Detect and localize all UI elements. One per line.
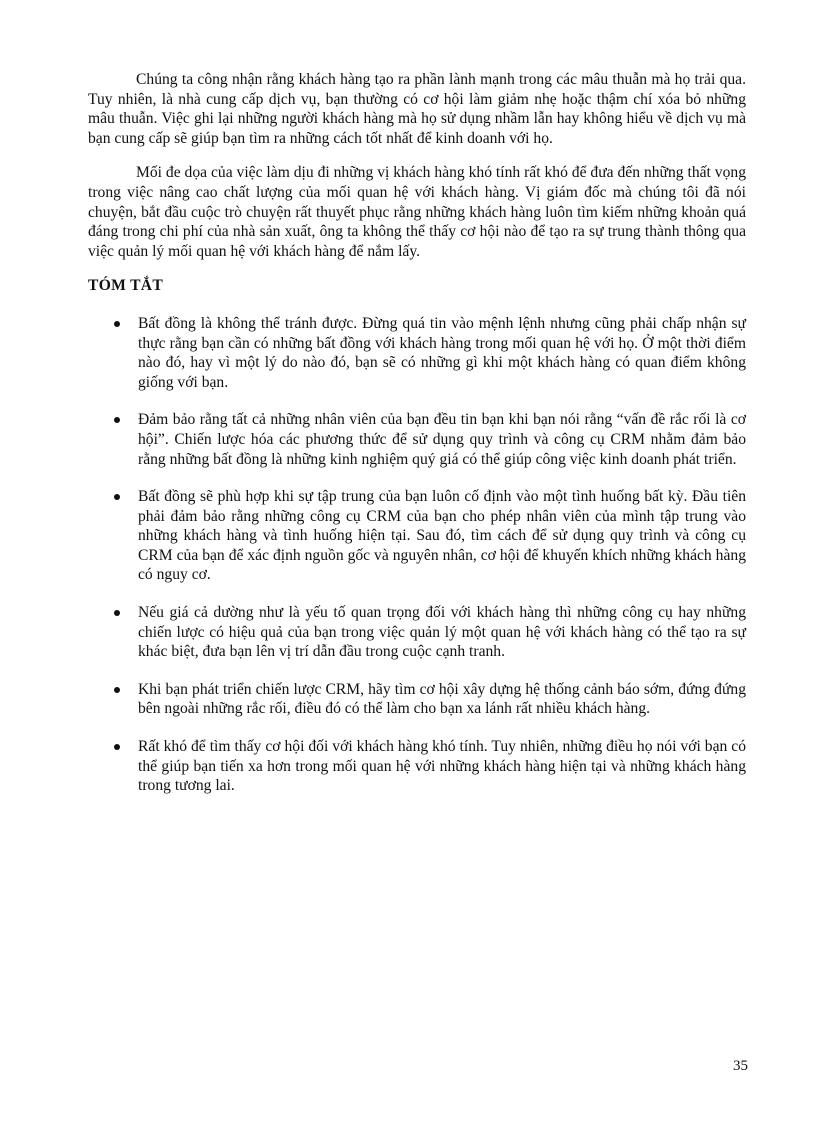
- list-item-text: Bất đồng là không thể tránh được. Đừng quá tin vào mệnh lệnh nhưng cũng phải chấp nhận sự thực rằng bạn cần có những bất đồng với khách hàng trong mối quan hệ với họ. Ở một thời điểm nào đó, hay vì một lý do nào đó, bạn sẽ có những gì khi một khách hàng có quan điểm không giống với bạn.: [138, 314, 746, 391]
- list-item: [88, 603, 746, 662]
- list-item: [88, 410, 746, 469]
- summary-bullet-list: [88, 314, 746, 796]
- bullet-icon: [114, 417, 120, 423]
- section-heading: TÓM TẮT: [88, 277, 164, 295]
- bullet-icon: [114, 321, 120, 327]
- list-item: [88, 737, 746, 796]
- body-paragraph: Mối đe dọa của việc làm dịu đi những vị khách hàng khó tính rất khó để đưa đến những thất vọng trong việc nâng cao chất lượng của mối quan hệ với khách hàng. Vị giám đốc mà chúng tôi đã nói chuyện, bắt đầu cuộc trò chuyện rất thuyết phục rằng những khách hàng luôn tìm kiếm những khoản quá đáng trong chi phí của nhà sản xuất, ông ta không thể thấy cơ hội nào để tạo ra sự trung thành thông qua việc quản lý mối quan hệ với khách hàng để nắm lấy.: [88, 164, 746, 260]
- list-item-text: Nếu giá cả dường như là yếu tố quan trọng đối với khách hàng thì những công cụ hay những chiến lược có hiệu quả của bạn trong việc quản lý một quan hệ với khách hàng có thể tạo ra sự khác biệt, đưa bạn lên vị trí dẫn đầu trong cuộc cạnh tranh.: [138, 604, 746, 661]
- bullet-icon: [114, 610, 120, 616]
- list-item-text: Bất đồng sẽ phù hợp khi sự tập trung của bạn luôn cố định vào một tình huống bất kỳ. Đầu tiên phải đảm bảo rằng những công cụ CRM của bạn cho phép nhân viên của mình tập trung vào những khách hàng và tình huống hiện tại. Sau đó, tìm cách để sử dụng quy trình và công cụ CRM của bạn để xác định nguồn gốc và nguyên nhân, cơ hội để khuyến khích những khách hàng có nguy cơ.: [138, 488, 746, 584]
- list-item: [88, 314, 746, 392]
- body-paragraph: Chúng ta công nhận rằng khách hàng tạo ra phần lành mạnh trong các mâu thuẫn mà họ trải qua. Tuy nhiên, là nhà cung cấp dịch vụ, bạn thường có cơ hội làm giảm nhẹ hoặc thậm chí xóa bỏ những mâu thuẫn. Việc ghi lại những người khách hàng mà họ sử dụng nhầm lẫn hay không hiểu về dịch vụ mà bạn cung cấp sẽ giúp bạn tìm ra những cách tốt nhất để kinh doanh với họ.: [88, 71, 746, 147]
- list-item: [88, 487, 746, 585]
- bullet-icon: [114, 687, 120, 693]
- bullet-icon: [114, 744, 120, 750]
- page-content: [88, 70, 746, 814]
- list-item: [88, 680, 746, 719]
- list-item-text: Rất khó để tìm thấy cơ hội đối với khách hàng khó tính. Tuy nhiên, những điều họ nói với bạn có thể giúp bạn tiến xa hơn trong mối quan hệ với những khách hàng hiện tại và những khách hàng trong tương lai.: [138, 738, 746, 795]
- page-number: 35: [733, 1058, 748, 1074]
- bullet-icon: [114, 494, 120, 500]
- list-item-text: Đảm bảo rằng tất cả những nhân viên của bạn đều tin bạn khi bạn nói rằng “vấn đề rắc rối là cơ hội”. Chiến lược hóa các phương thức để sử dụng quy trình và công cụ CRM nhằm đảm bảo rằng những bất đồng là những kinh nghiệm quý giá có thể giúp công việc kinh doanh phát triển.: [138, 411, 746, 468]
- list-item-text: Khi bạn phát triển chiến lược CRM, hãy tìm cơ hội xây dựng hệ thống cảnh báo sớm, đứng đứng bên ngoài những rắc rối, điều đó có thể làm cho bạn xa lánh rất nhiều khách hàng.: [138, 680, 746, 718]
